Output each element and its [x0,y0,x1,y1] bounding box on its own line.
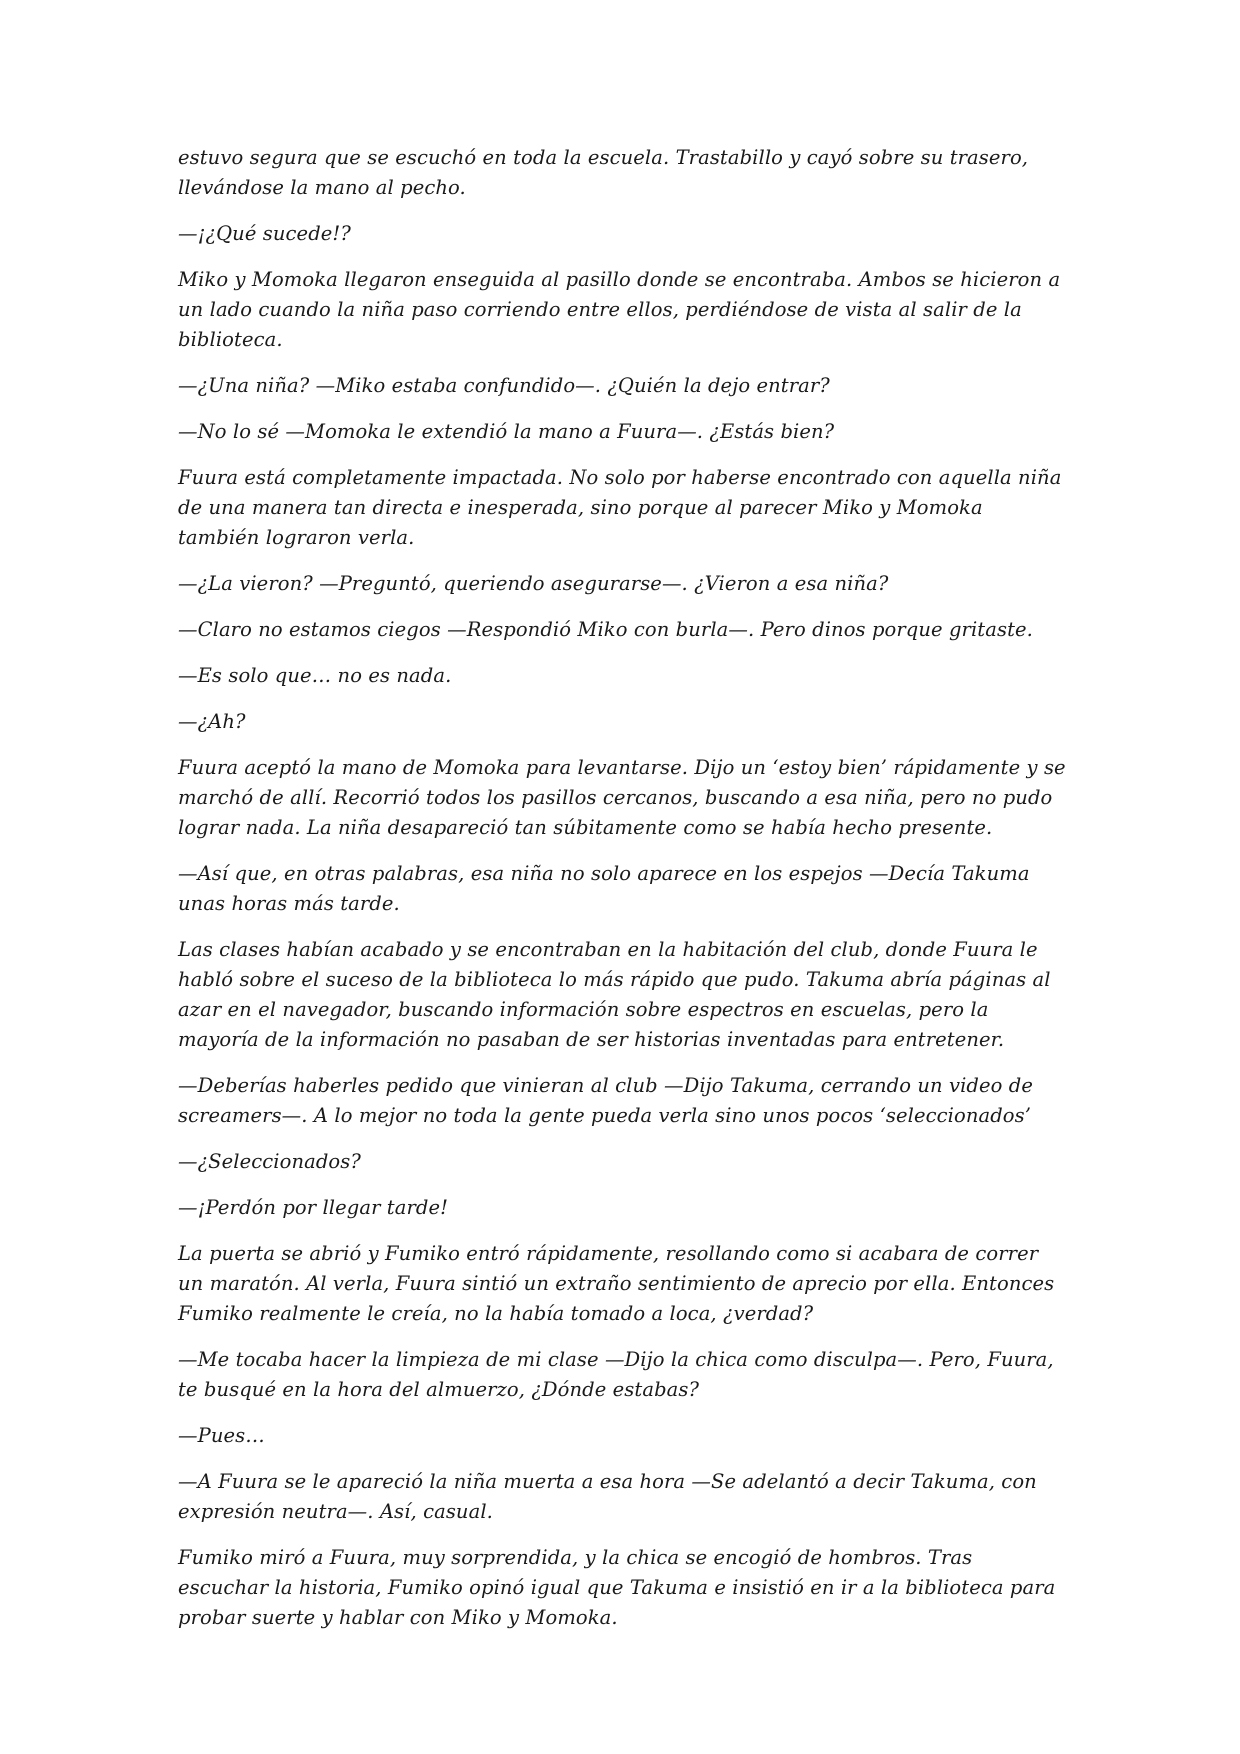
dialogue-line: —Me tocaba hacer la limpieza de mi clase —Dijo la chica como disculpa—. Pero, Fuura, te busqué en la hora del almuerzo, ¿Dónde estabas? [178,1348,1054,1401]
dialogue-line: —Deberías haberles pedido que vinieran al club —Dijo Takuma, cerrando un video de screamers—. A lo mejor no toda la gente pueda verla sino unos pocos ‘seleccionados’ [178,1074,1034,1127]
dialogue-line: —¿La vieron? —Preguntó, queriendo asegurarse—. ¿Vieron a esa niña? [178,572,889,595]
paragraph: Miko y Momoka llegaron enseguida al pasillo donde se encontraba. Ambos se hicieron a un lado cuando la niña paso corriendo entre ellos, perdiéndose de vista al salir de la biblioteca. [178,268,1061,351]
dialogue-line: —Es solo que… no es nada. [178,664,452,687]
dialogue-line: —¿Seleccionados? [178,1150,361,1173]
paragraph: La puerta se abrió y Fumiko entró rápidamente, resollando como si acabara de correr un maratón. Al verla, Fuura sintió un extraño sentimiento de aprecio por ella. Entonces Fumiko realmente le creía, no la había tomado a loca, ¿verdad? [178,1242,1055,1325]
dialogue-line: —No lo sé —Momoka le extendió la mano a Fuura—. ¿Estás bien? [178,420,835,443]
document-page [178,143,1068,1649]
paragraph: estuvo segura que se escuchó en toda la escuela. Trastabillo y cayó sobre su trasero, llevándose la mano al pecho. [178,146,1029,199]
paragraph: Fuura está completamente impactada. No solo por haberse encontrado con aquella niña de una manera tan directa e inesperada, sino porque al parecer Miko y Momoka también lograron verla. [178,466,1062,549]
dialogue-line: —Así que, en otras palabras, esa niña no solo aparece en los espejos —Decía Takuma unas horas más tarde. [178,862,1030,915]
dialogue-line: —A Fuura se le apareció la niña muerta a esa hora —Se adelantó a decir Takuma, con expresión neutra—. Así, casual. [178,1470,1037,1523]
paragraph: Fuura aceptó la mano de Momoka para levantarse. Dijo un ‘estoy bien’ rápidamente y se marchó de allí. Recorrió todos los pasillos cercanos, buscando a esa niña, pero no pudo lograr nada. La niña desapareció tan súbitamente como se había hecho presente. [178,756,1066,839]
dialogue-line: —¡¿Qué sucede!? [178,222,351,245]
dialogue-line: —¿Ah? [178,710,246,733]
dialogue-line: —Claro no estamos ciegos —Respondió Miko con burla—. Pero dinos porque gritaste. [178,618,1033,641]
dialogue-line: —¡Perdón por llegar tarde! [178,1196,449,1219]
paragraph: Las clases habían acabado y se encontraban en la habitación del club, donde Fuura le habló sobre el suceso de la biblioteca lo más rápido que pudo. Takuma abría páginas al azar en el navegador, buscando información sobre espectros en escuelas, pero la mayoría de la información no pasaban de ser historias inventadas para entretener. [178,938,1051,1051]
paragraph: Fumiko miró a Fuura, muy sorprendida, y la chica se encogió de hombros. Tras escuchar la historia, Fumiko opinó igual que Takuma e insistió en ir a la biblioteca para probar suerte y hablar con Miko y Momoka. [178,1546,1056,1629]
dialogue-line: —Pues… [178,1424,265,1447]
dialogue-line: —¿Una niña? —Miko estaba confundido—. ¿Quién la dejo entrar? [178,374,830,397]
